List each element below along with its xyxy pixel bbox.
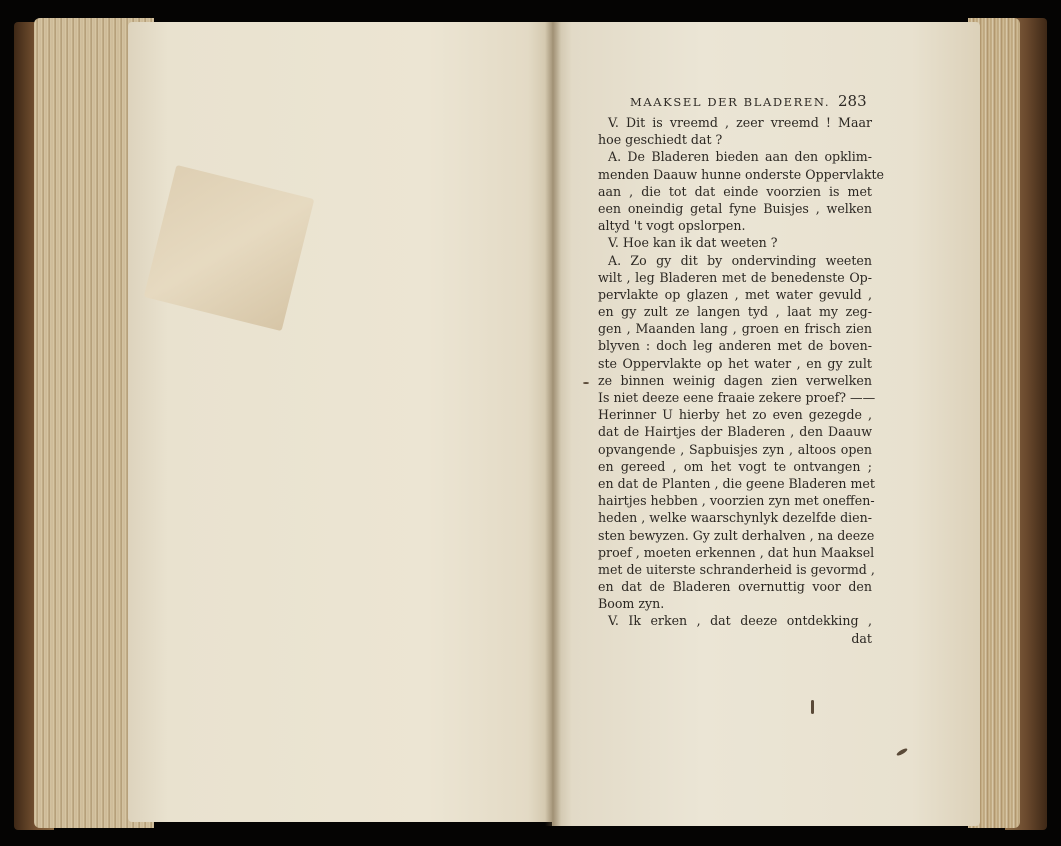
text-line: wilt , leg Bladeren met de benedenste Op- <box>598 269 872 285</box>
text-line: hoe geschiedt dat ? <box>598 132 723 148</box>
text-line: en dat de Planten , die geene Bladeren met <box>598 475 875 491</box>
text-line: gen , Maanden lang , groen en frisch zien <box>598 321 872 337</box>
text-line: en gy zult ze langen tyd , laat my zeg- <box>598 304 872 320</box>
text-line: Is niet deeze eene fraaie zekere proef? —— <box>598 390 876 405</box>
text-line: proef , moeten erkennen , dat hun Maaksel <box>598 544 875 560</box>
text-line: dat de Hairtjes der Bladeren , den Daauw <box>598 424 872 440</box>
running-title: MAAKSEL DER BLADEREN. <box>630 95 831 109</box>
text-line: A. De Bladeren bieden aan den opklim- <box>608 149 872 165</box>
ink-speck <box>811 700 814 714</box>
text-line: V. Dit is vreemd , zeer vreemd ! Maar <box>608 115 872 130</box>
text-line: en gereed , om het vogt te ontvangen ; <box>598 458 872 474</box>
text-line: aan , die tot dat einde voorzien is met <box>598 183 872 199</box>
text-line: een oneindig getal fyne Buisjes , welken <box>598 200 872 216</box>
text-line: hairtjes hebben , voorzien zyn met oneffen- <box>598 493 875 509</box>
text-line: A. Zo gy dit by ondervinding weeten <box>608 252 872 268</box>
text-line: dat <box>851 630 872 646</box>
text-line: Herinner U hierby het zo even gezegde , <box>598 407 872 423</box>
text-line: opvangende , Sapbuisjes zyn , altoos open <box>598 441 872 457</box>
ink-speck <box>583 382 589 384</box>
text-line: Boom zyn. <box>598 596 665 612</box>
page-text <box>598 114 884 647</box>
text-line: ste Oppervlakte op het water , en gy zult <box>598 355 872 371</box>
text-line: V. Ik erken , dat deeze ontdekking , <box>608 613 872 629</box>
text-line: altyd 't vogt opslorpen. <box>598 218 746 234</box>
text-line: menden Daauw hunne onderste Oppervlakte <box>598 166 884 182</box>
text-line: met de uiterste schranderheid is gevormd , <box>598 561 875 577</box>
text-line: blyven : doch leg anderen met de boven- <box>598 338 872 354</box>
text-line: V. Hoe kan ik dat weeten ? <box>608 235 778 251</box>
text-line: pervlakte op glazen , met water gevuld , <box>598 286 872 302</box>
text-line: sten bewyzen. Gy zult derhalven , na deeze <box>598 527 875 543</box>
running-head <box>630 92 880 112</box>
page-number: 283 <box>838 92 867 110</box>
text-line: ze binnen weinig dagen zien verwelken <box>598 372 872 388</box>
left-page <box>128 22 552 822</box>
text-line: heden , welke waarschynlyk dezelfde dien- <box>598 510 872 526</box>
gutter-shadow <box>545 22 561 826</box>
text-line: en dat de Bladeren overnuttig voor den <box>598 579 872 595</box>
